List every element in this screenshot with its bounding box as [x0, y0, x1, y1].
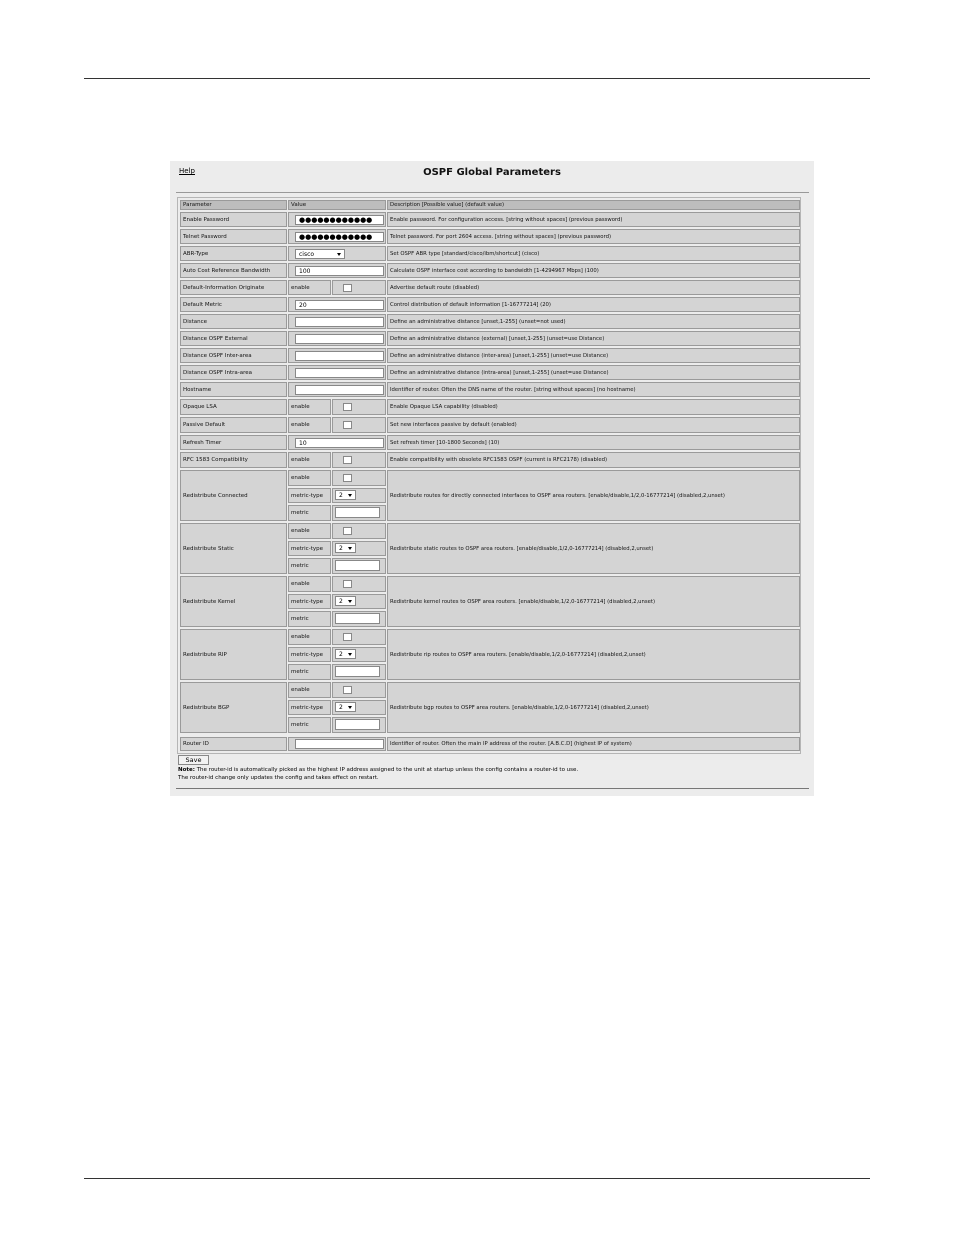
- checkbox-cell: [332, 470, 386, 486]
- redistribute-rip-enable-checkbox[interactable]: [343, 633, 352, 641]
- row-desc-distance-inter: Define an administrative distance (inter-area) [unset,1-255] (unset=use Distance): [387, 348, 800, 363]
- row-label-enable-password: Enable Password: [180, 212, 287, 227]
- row-label-telnet-password: Telnet Password: [180, 229, 287, 244]
- distance-inter-input[interactable]: [295, 351, 384, 361]
- row-desc-opaque-lsa: Enable Opaque LSA capability (disabled): [387, 399, 800, 415]
- abr-type-selected-value: cisco: [299, 250, 315, 258]
- column-header-value: Value: [288, 200, 386, 210]
- metric-type-selected-value: 2: [339, 544, 343, 552]
- chevron-down-icon: [337, 253, 341, 256]
- row-desc-distance-intra: Define an administrative distance (intra-area) [unset,1-255] (unset=use Distance): [387, 365, 800, 380]
- row-label-opaque-lsa: Opaque LSA: [180, 399, 287, 415]
- row-label-redistribute-bgp: Redistribute BGP: [180, 682, 287, 733]
- chevron-down-icon: [348, 600, 352, 603]
- row-desc-redistribute-kernel: Redistribute kernel routes to OSPF area routers. [enable/disable,1/2,0-16777214] (disabled,2,unset): [387, 576, 800, 627]
- help-link[interactable]: Help: [179, 167, 195, 175]
- distance-intra-input[interactable]: [295, 368, 384, 378]
- redistribute-static-metric-input[interactable]: [335, 560, 380, 571]
- row-desc-router-id: Identifier of router. Often the main IP address of the router. [A.B.C.D] (highest IP of system): [387, 737, 800, 751]
- checkbox-cell: [332, 682, 386, 698]
- telnet-password-input[interactable]: [295, 232, 384, 242]
- metric-type-selected-value: 2: [339, 597, 343, 605]
- row-label-distance-intra: Distance OSPF Intra-area: [180, 365, 287, 380]
- redistribute-connected-metric-type-select[interactable]: [335, 490, 356, 500]
- row-desc-redistribute-rip: Redistribute rip routes to OSPF area routers. [enable/disable,1/2,0-16777214] (disabled,2,unset): [387, 629, 800, 680]
- enable-password-input[interactable]: [295, 215, 384, 225]
- redistribute-connected-metric-input[interactable]: [335, 507, 380, 518]
- checkbox-cell: [332, 523, 386, 539]
- row-desc-default-info: Advertise default route (disabled): [387, 280, 800, 295]
- row-label-rfc1583: RFC 1583 Compatibility: [180, 452, 287, 468]
- row-desc-enable-password: Enable password. For configuration access. [string without spaces] (previous password): [387, 212, 800, 227]
- row-desc-redistribute-connected: Redistribute routes for directly connected interfaces to OSPF area routers. [enable/disable,1/2,0-16777214] (disabled,2,unset): [387, 470, 800, 521]
- chevron-down-icon: [348, 706, 352, 709]
- row-label-auto-cost: Auto Cost Reference Bandwidth: [180, 263, 287, 278]
- row-desc-redistribute-static: Redistribute static routes to OSPF area routers. [enable/disable,1/2,0-16777214] (disabled,2,unset): [387, 523, 800, 574]
- note-label: Note:: [178, 767, 195, 773]
- redistribute-kernel-metric-type-select[interactable]: [335, 596, 356, 606]
- metric-type-selected-value: 2: [339, 491, 343, 499]
- panel-title: OSPF Global Parameters: [423, 167, 561, 178]
- page-header-rule: [84, 78, 870, 79]
- row-desc-rfc1583: Enable compatibility with obsolete RFC1583 OSPF (current is RFC2178) (disabled): [387, 452, 800, 468]
- row-desc-hostname: Identifier of router. Often the DNS name of the router. [string without spaces] (no hostname): [387, 382, 800, 397]
- opaque-lsa-enable-checkbox[interactable]: [343, 403, 352, 411]
- router-id-note: [178, 767, 578, 773]
- auto-cost-input[interactable]: [295, 266, 384, 276]
- metric-type-label: metric-type: [288, 541, 331, 556]
- distance-external-input[interactable]: [295, 334, 384, 344]
- row-label-router-id: Router ID: [180, 737, 287, 751]
- save-button[interactable]: Save: [178, 755, 209, 765]
- redistribute-kernel-metric-input[interactable]: [335, 613, 380, 624]
- metric-label: metric: [288, 505, 331, 521]
- checkbox-cell: [332, 629, 386, 645]
- chevron-down-icon: [348, 494, 352, 497]
- row-label-abr-type: ABR-Type: [180, 246, 287, 261]
- metric-type-selected-value: 2: [339, 703, 343, 711]
- bottom-divider: [176, 788, 809, 789]
- parameters-table: [177, 197, 801, 754]
- row-desc-default-metric: Control distribution of default information [1-16777214] (20): [387, 297, 800, 312]
- column-header-parameter: Parameter: [180, 200, 287, 210]
- metric-label: metric: [288, 664, 331, 680]
- row-label-distance: Distance: [180, 314, 287, 329]
- metric-label: metric: [288, 611, 331, 627]
- hostname-input[interactable]: [295, 385, 384, 395]
- enable-label: enable: [288, 470, 331, 486]
- row-desc-redistribute-bgp: Redistribute bgp routes to OSPF area routers. [enable/disable,1/2,0-16777214] (disabled,2,unset): [387, 682, 800, 733]
- redistribute-bgp-metric-input[interactable]: [335, 719, 380, 730]
- row-label-distance-inter: Distance OSPF Inter-area: [180, 348, 287, 363]
- checkbox-cell: [332, 417, 386, 433]
- row-label-distance-external: Distance OSPF External: [180, 331, 287, 346]
- distance-input[interactable]: [295, 317, 384, 327]
- chevron-down-icon: [348, 653, 352, 656]
- redistribute-rip-metric-type-select[interactable]: [335, 649, 356, 659]
- chevron-down-icon: [348, 547, 352, 550]
- title-divider: [176, 192, 809, 193]
- row-label-default-info: Default-Information Originate: [180, 280, 287, 295]
- redistribute-static-metric-type-select[interactable]: [335, 543, 356, 553]
- enable-label: enable: [288, 629, 331, 645]
- row-desc-abr-type: Set OSPF ABR type [standard/cisco/ibm/shortcut] (cisco): [387, 246, 800, 261]
- checkbox-cell: [332, 576, 386, 592]
- row-desc-telnet-password: Telnet password. For port 2604 access. [string without spaces] (previous password): [387, 229, 800, 244]
- note-line-1: The router-id is automatically picked as the highest IP address assigned to the unit at startup unless the config contains a router-id to use.: [194, 767, 579, 773]
- refresh-timer-input[interactable]: [295, 438, 384, 448]
- metric-label: metric: [288, 558, 331, 574]
- row-desc-distance: Define an administrative distance [unset,1-255] (unset=not used): [387, 314, 800, 329]
- row-label-redistribute-static: Redistribute Static: [180, 523, 287, 574]
- router-id-input[interactable]: [295, 739, 384, 749]
- enable-label: enable: [288, 682, 331, 698]
- abr-type-select[interactable]: [295, 249, 345, 259]
- enable-label: enable: [288, 280, 331, 295]
- enable-label: enable: [288, 576, 331, 592]
- checkbox-cell: [332, 452, 386, 468]
- column-header-description: Description [Possible value] (default value): [387, 200, 800, 210]
- default-metric-input[interactable]: [295, 300, 384, 310]
- page-footer-rule: [84, 1178, 870, 1179]
- row-desc-passive-default: Set new interfaces passive by default (enabled): [387, 417, 800, 433]
- metric-type-label: metric-type: [288, 488, 331, 503]
- rfc1583-enable-checkbox[interactable]: [343, 456, 352, 464]
- enable-label: enable: [288, 452, 331, 468]
- row-label-redistribute-rip: Redistribute RIP: [180, 629, 287, 680]
- metric-type-selected-value: 2: [339, 650, 343, 658]
- enable-label: enable: [288, 523, 331, 539]
- redistribute-rip-metric-input[interactable]: [335, 666, 380, 677]
- row-label-hostname: Hostname: [180, 382, 287, 397]
- metric-label: metric: [288, 717, 331, 733]
- row-desc-refresh-timer: Set refresh timer [10-1800 Seconds] (10): [387, 435, 800, 450]
- redistribute-static-enable-checkbox[interactable]: [343, 527, 352, 535]
- redistribute-connected-enable-checkbox[interactable]: [343, 474, 352, 482]
- row-label-refresh-timer: Refresh Timer: [180, 435, 287, 450]
- redistribute-kernel-enable-checkbox[interactable]: [343, 580, 352, 588]
- enable-label: enable: [288, 399, 331, 415]
- checkbox-cell: [332, 399, 386, 415]
- metric-type-label: metric-type: [288, 594, 331, 609]
- checkbox-cell: [332, 280, 386, 295]
- redistribute-bgp-metric-type-select[interactable]: [335, 702, 356, 712]
- enable-label: enable: [288, 417, 331, 433]
- row-label-redistribute-connected: Redistribute Connected: [180, 470, 287, 521]
- ospf-global-parameters-panel: [170, 161, 814, 796]
- row-desc-distance-external: Define an administrative distance (external) [unset,1-255] (unset=use Distance): [387, 331, 800, 346]
- redistribute-bgp-enable-checkbox[interactable]: [343, 686, 352, 694]
- router-id-note-line-2: The router-id change only updates the config and takes effect on restart.: [178, 775, 379, 781]
- metric-type-label: metric-type: [288, 647, 331, 662]
- default-info-enable-checkbox[interactable]: [343, 284, 352, 292]
- row-label-redistribute-kernel: Redistribute Kernel: [180, 576, 287, 627]
- row-label-default-metric: Default Metric: [180, 297, 287, 312]
- row-label-passive-default: Passive Default: [180, 417, 287, 433]
- metric-type-label: metric-type: [288, 700, 331, 715]
- passive-default-enable-checkbox[interactable]: [343, 421, 352, 429]
- row-desc-auto-cost: Calculate OSPF interface cost according to bandwidth [1-4294967 Mbps] (100): [387, 263, 800, 278]
